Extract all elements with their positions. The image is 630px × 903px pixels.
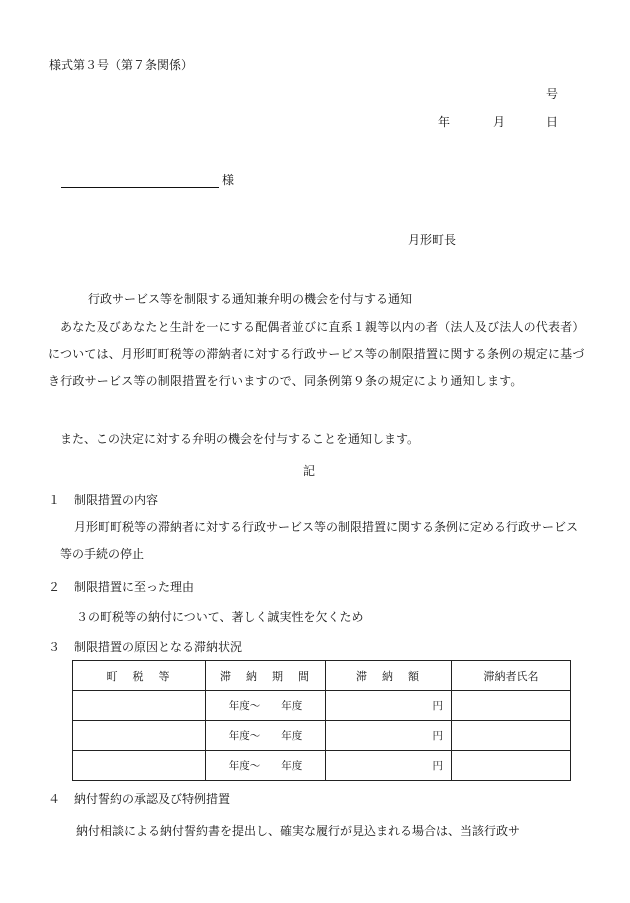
table-row: [73, 751, 571, 781]
tax-cell: [73, 751, 206, 781]
addressee-honorific: 様: [222, 173, 235, 187]
name-cell: [452, 721, 571, 751]
sender-mayor: 月形町長: [408, 233, 457, 247]
addressee-blank-line: [61, 187, 219, 188]
amount-cell: 円: [326, 721, 452, 751]
date-month-label: 月: [493, 115, 506, 129]
name-cell: [452, 691, 571, 721]
tax-cell: [73, 691, 206, 721]
table-row: [73, 691, 571, 721]
body-paragraph-2: また、この決定に対する弁明の機会を付与することを通知します。: [60, 432, 420, 446]
section-title: 納付誓約の承認及び特例措置: [74, 792, 231, 806]
date-day-label: 日: [546, 115, 559, 129]
section-1-body: 月形町町税等の滞納者に対する行政サービス等の制限措置に関する条例に定める行政サービス等の手続の停止: [60, 520, 579, 561]
section-2-heading: [48, 578, 194, 595]
section-number: ４: [48, 792, 61, 806]
section-number: ３: [48, 640, 61, 654]
section-1-heading: [48, 491, 158, 508]
section-3-heading: [48, 638, 242, 655]
tax-cell: [73, 721, 206, 751]
document-number-label: 号: [546, 87, 559, 101]
section-number: １: [48, 493, 61, 507]
column-header-amount: 滞 納 額: [326, 661, 452, 691]
document-title: 行政サービス等を制限する通知兼弁明の機会を付与する通知: [88, 292, 413, 306]
ki-heading: 記: [303, 464, 316, 478]
period-cell: 年度～ 年度: [206, 751, 326, 781]
amount-cell: 円: [326, 691, 452, 721]
column-header-period: 滞 納 期 間: [206, 661, 326, 691]
date-line: [438, 113, 558, 129]
period-cell: 年度～ 年度: [206, 691, 326, 721]
column-header-tax: 町 税 等: [73, 661, 206, 691]
amount-cell: 円: [326, 751, 452, 781]
section-title: 制限措置の内容: [74, 493, 159, 507]
table-row: [73, 721, 571, 751]
section-title: 制限措置の原因となる滞納状況: [74, 640, 243, 654]
name-cell: [452, 751, 571, 781]
column-header-name: 滞納者氏名: [452, 661, 571, 691]
section-4-heading: [48, 790, 230, 807]
table-header-row: [73, 661, 571, 691]
section-title: 制限措置に至った理由: [74, 580, 195, 594]
delinquency-table: [72, 660, 571, 781]
section-4-body: 納付相談による納付誓約書を提出し、確実な履行が見込まれる場合は、当該行政サ: [76, 824, 521, 838]
section-2-body: ３の町税等の納付について、著しく誠実性を欠くため: [76, 610, 364, 624]
section-number: ２: [48, 580, 61, 594]
date-year-label: 年: [438, 115, 451, 129]
period-cell: 年度～ 年度: [206, 721, 326, 751]
body-paragraph-1: あなた及びあなたと生計を一にする配偶者並びに直系１親等以内の者（法人及び法人の代表者）については、月形町町税等の滞納者に対する行政サービス等の制限措置に関する条例の規定に基づき行政サービス等の制限措置を行いますので、同条例第９条の規定により通知します。: [48, 320, 585, 388]
form-number: 様式第３号（第７条関係）: [49, 58, 194, 72]
